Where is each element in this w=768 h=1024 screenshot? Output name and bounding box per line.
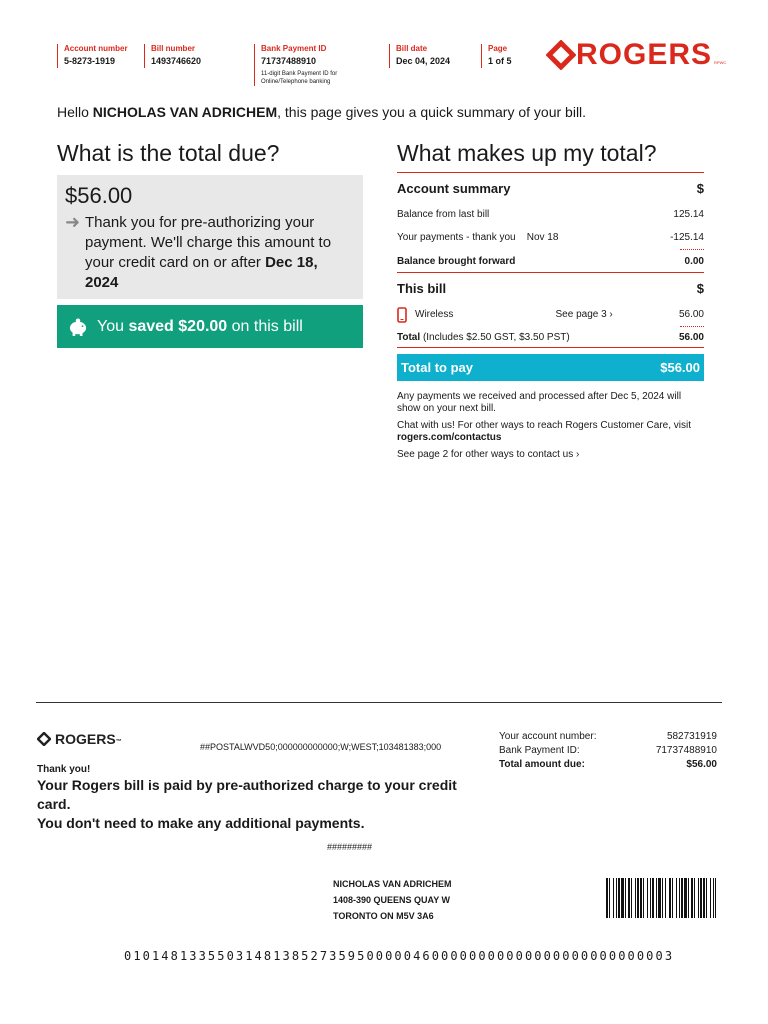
thank-you-text: Thank you! — [37, 764, 91, 775]
balance-forward-value: 0.00 — [684, 255, 704, 267]
bill-number-field — [144, 44, 201, 68]
payments-row — [397, 226, 704, 249]
payments-date: Nov 18 — [526, 232, 559, 243]
mobile-phone-icon — [397, 307, 407, 323]
balance-forward-label: Balance brought forward — [397, 255, 516, 267]
barcode — [606, 878, 716, 918]
contactus-link[interactable]: rogers.com/contactus — [397, 432, 502, 443]
balance-forward-row — [397, 250, 704, 272]
total-due-heading: What is the total due? — [57, 140, 280, 166]
pre-authorized-notice — [37, 776, 477, 833]
arrow-right-icon: ➜ — [65, 212, 81, 232]
address-city: TORONTO ON M5V 3A6 — [333, 911, 434, 921]
total-to-pay-bar — [397, 354, 704, 381]
this-bill-header — [397, 273, 704, 303]
payments-label: Your payments - thank you Nov 18 — [397, 232, 559, 243]
total-row — [397, 327, 704, 347]
bill-date-field — [389, 44, 450, 68]
bank-payment-id-value: 71737488910 — [261, 56, 317, 66]
bill-date-label: Bill date — [396, 44, 428, 53]
greeting-rest: , this page gives you a quick summary of your bill. — [277, 104, 587, 120]
wireless-label-group — [397, 307, 547, 323]
this-bill-label: This bill — [397, 280, 447, 296]
remittance-brand: ROGERS — [55, 731, 116, 747]
postal-code-line: ##POSTALWVD50;000000000000;W;WEST;103481383;000 — [200, 742, 442, 752]
mailing-address — [333, 876, 452, 924]
account-summary-header — [397, 173, 704, 203]
balance-row — [397, 203, 704, 226]
remittance-rogers-logo: ROGERS ™ — [37, 731, 122, 747]
chat-note: Chat with us! For other ways to reach Rogers Customer Care, visit rogers.com/contactus — [397, 420, 691, 443]
piggy-bank-icon — [67, 318, 89, 336]
wireless-see-page-link[interactable]: See page 3 › — [555, 309, 613, 320]
remittance-account-label: Your account number: — [499, 731, 597, 742]
contact-page-link[interactable]: See page 2 for other ways to contact us › — [397, 449, 580, 460]
total-to-pay-value: $56.00 — [660, 360, 700, 375]
total-label: Total — [397, 331, 421, 343]
total-to-pay-label: Total to pay — [401, 360, 473, 375]
account-summary-label: Account summary — [397, 180, 511, 196]
hash-line: ######### — [327, 842, 373, 852]
bill-number-label: Bill number — [151, 44, 196, 53]
account-number-value: 5-8273-1919 — [64, 56, 116, 66]
page-value: 1 of 5 — [488, 56, 512, 66]
total-tax-note: (Includes $2.50 GST, $3.50 PST) — [422, 331, 570, 343]
remittance-account-value: 582731919 — [666, 731, 717, 742]
rogers-logo — [546, 38, 726, 72]
bank-payment-id-note: 11-digit Bank Payment ID for Online/Telephone banking — [261, 71, 338, 85]
charge-message: Thank you for pre-authorizing your payment. We'll charge this amount to your credit card on or after — [85, 214, 332, 271]
bill-number-value: 1493746620 — [151, 56, 202, 66]
balance-value: 125.14 — [673, 209, 704, 220]
rogers-logo-icon — [546, 40, 576, 70]
summary-notes — [397, 391, 704, 461]
savings-amount: saved $20.00 — [128, 317, 228, 335]
remittance-amount-label: Total amount due: — [499, 759, 585, 770]
remittance-info — [499, 730, 717, 772]
wireless-value: 56.00 — [678, 309, 704, 320]
payments-value: -125.14 — [670, 232, 704, 243]
perforation-line — [36, 702, 722, 703]
bank-payment-id-field — [254, 44, 354, 86]
account-number-label: Account number — [64, 44, 128, 53]
pap-line-2: You don't need to make any additional payments. — [37, 815, 365, 831]
savings-banner — [57, 305, 363, 348]
total-value: 56.00 — [678, 331, 704, 343]
summary-heading: What makes up my total? — [397, 140, 657, 166]
payments-note: Any payments we received and processed after Dec 5, 2024 will show on your next bill. — [397, 391, 682, 414]
total-due-card — [57, 175, 363, 299]
wireless-row — [397, 303, 704, 326]
ocr-scan-line: 01014813355031481385273595000004600000000000000000000000003 — [124, 949, 675, 963]
balance-label: Balance from last bill — [397, 209, 490, 220]
wireless-label: Wireless — [415, 309, 454, 320]
pre-authorized-message — [85, 213, 355, 293]
address-street: 1408-390 QUEENS QUAY W — [333, 895, 451, 905]
greeting-hello: Hello — [57, 104, 93, 120]
total-due-amount: $56.00 — [65, 183, 133, 208]
savings-text: You saved $20.00 on this bill — [97, 317, 303, 335]
account-summary — [397, 172, 704, 466]
total-label-group — [397, 332, 570, 343]
greeting — [57, 102, 586, 122]
address-name: NICHOLAS VAN ADRICHEM — [333, 879, 452, 889]
rogers-reg-mark: RPWC — [714, 59, 727, 65]
remittance-payment-id-label: Bank Payment ID: — [499, 745, 580, 756]
bill-date-value: Dec 04, 2024 — [396, 56, 451, 66]
page-label: Page — [488, 44, 508, 53]
remittance-amount-value: $56.00 — [686, 759, 717, 770]
rogers-wordmark: ROGERS — [576, 38, 713, 71]
currency-symbol: $ — [696, 180, 704, 196]
this-bill-currency: $ — [696, 280, 704, 296]
remittance-payment-id-value: 71737488910 — [655, 745, 717, 756]
bank-payment-id-label: Bank Payment ID — [261, 44, 327, 53]
pap-line-1: Your Rogers bill is paid by pre-authorized charge to your credit card. — [37, 777, 457, 812]
charge-date: Dec 18, 2024 — [85, 254, 318, 291]
account-number-field — [57, 44, 128, 68]
page-field — [481, 44, 512, 68]
rogers-logo-icon-small — [37, 732, 51, 746]
customer-name: NICHOLAS VAN ADRICHEM — [92, 104, 278, 120]
